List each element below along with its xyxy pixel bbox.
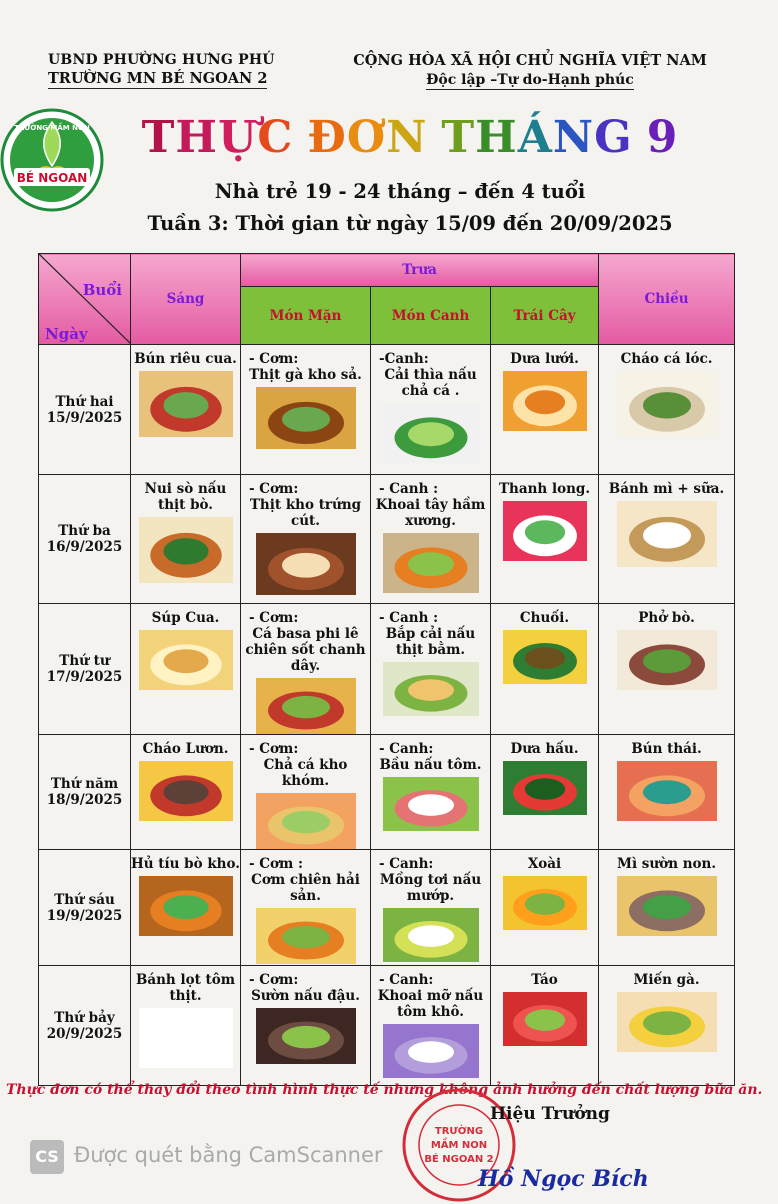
fruit-cell [491,604,599,735]
afternoon-cell [599,475,735,604]
afternoon-photo [617,501,717,567]
page-title [110,112,710,163]
breakfast-text: Hủ tíu bò kho. [131,856,240,872]
school-logo-icon [0,108,104,212]
breakfast-text: Nui sò nấu thịt bò. [144,481,227,513]
afternoon-cell [599,966,735,1086]
stamp-line2: MẦM NON [430,1140,488,1151]
afternoon-cell [599,345,735,475]
main-dish-text: Cá basa phi lê chiên sốt chanh dây. [245,626,366,674]
breakfast-text: Súp Cua. [151,610,220,626]
main-dish-cell [241,604,371,735]
afternoon-photo [617,876,717,936]
soup-label: - Canh : [379,481,439,497]
scanner-watermark: Được quét bằng CamScanner [74,1143,383,1167]
breakfast-cell [131,735,241,850]
fruit-photo [503,876,587,930]
header-mon-canh: Món Canh [371,287,491,345]
title-letter: T [141,112,176,163]
afternoon-photo [617,992,717,1052]
day-name: Thứ sáu [54,891,115,908]
soup-photo [383,403,479,463]
title-letter: H [175,112,218,163]
day-cell [39,735,131,850]
main-dish-photo [256,793,356,849]
day-date: 15/9/2025 [46,409,123,426]
afternoon-cell [599,735,735,850]
fruit-cell [491,850,599,966]
stamp-line1: TRƯỜNG [434,1126,484,1137]
soup-cell [371,735,491,850]
table-row [39,735,735,850]
afternoon-text: Phở bò. [638,610,695,626]
day-date: 19/9/2025 [46,907,123,924]
title-letter: N [552,112,595,163]
day-name: Thứ hai [55,393,114,410]
logo-main-text: BÉ NGOAN [16,171,88,185]
main-dish-label: - Cơm: [249,351,299,367]
soup-label: - Canh: [379,972,434,988]
soup-photo [383,777,479,831]
soup-photo [383,533,479,593]
soup-label: -Canh: [379,351,429,367]
main-dish-text: Thịt kho trứng cút. [249,497,362,529]
title-letter: T [441,112,476,163]
soup-text: Cải thìa nấu chả cá . [384,367,477,399]
fruit-text: Chuối. [519,610,570,626]
breakfast-photo [139,761,233,821]
fruit-photo [503,630,587,684]
afternoon-photo [617,371,717,437]
fruit-cell [491,475,599,604]
main-dish-cell [241,735,371,850]
table-row [39,604,735,735]
breakfast-text: Bánh lọt tôm thịt. [135,972,236,1004]
afternoon-text: Bún thái. [631,741,702,757]
main-dish-cell [241,345,371,475]
header-trua: Trưa [241,254,599,287]
fruit-photo [503,371,587,431]
main-dish-label: - Cơm: [249,481,299,497]
soup-photo [383,1024,479,1078]
stamp-line3: BÉ NGOAN 2 [424,1154,494,1165]
title-letter: H [475,112,518,163]
soup-photo [383,908,479,962]
title-letter: Đ [307,112,347,163]
fruit-text: Dưa lưới. [510,351,579,367]
main-dish-text: Chả cá kho khóm. [263,757,348,789]
afternoon-cell [599,604,735,735]
breakfast-cell [131,966,241,1086]
main-dish-cell [241,475,371,604]
day-date: 17/9/2025 [46,669,123,685]
table-row [39,966,735,1086]
menu-table [38,253,735,1086]
day-name: Thứ bảy [54,1009,115,1026]
soup-cell [371,966,491,1086]
soup-photo [383,662,479,716]
title-letter: G [594,112,633,163]
soup-label: - Canh: [379,741,434,757]
afternoon-text: Cháo cá lóc. [620,351,713,367]
day-cell [39,475,131,604]
header-trai-cay: Trái Cây [491,287,599,345]
main-dish-text: Thịt gà kho sả. [249,367,362,383]
breakfast-cell [131,345,241,475]
main-dish-photo [256,1008,356,1064]
table-row [39,850,735,966]
principal-name: Hồ Ngọc Bích [478,1166,649,1192]
main-dish-label: - Cơm : [249,856,304,872]
main-dish-text: Sườn nấu đậu. [251,988,360,1004]
soup-text: Bầu nấu tôm. [379,757,482,773]
main-dish-photo [256,387,356,449]
soup-cell [371,345,491,475]
fruit-text: Dưa hấu. [510,741,579,757]
soup-text: Bắp cải nấu thịt bằm. [385,626,476,658]
breakfast-text: Bún riêu cua. [134,351,237,367]
fruit-text: Thanh long. [499,481,591,497]
table-row [39,475,735,604]
table-row [39,345,735,475]
main-dish-photo [256,533,356,595]
day-date: 20/9/2025 [46,1025,123,1042]
afternoon-text: Mì sườn non. [617,856,717,872]
header-ngay: Ngày [45,325,88,343]
main-dish-photo [256,678,356,734]
header-mon-man: Món Mặn [241,287,371,345]
day-date: 18/9/2025 [46,792,123,808]
afternoon-text: Miến gà. [633,972,700,988]
corner-header [39,254,131,345]
soup-label: - Canh : [379,610,439,626]
nation-line2: Độc lập –Tự do-Hạnh phúc [426,72,634,88]
org-line2: TRƯỜNG MN BÉ NGOAN 2 [48,70,268,87]
subtitle-age: Nhà trẻ 19 - 24 tháng – đến 4 tuổi [214,180,586,203]
breakfast-text: Cháo Lươn. [142,741,229,757]
nation-line1: CỘNG HÒA XÃ HỘI CHỦ NGHĨA VIỆT NAM [353,52,707,69]
breakfast-photo [139,517,233,583]
header-sang: Sáng [131,254,241,345]
soup-cell [371,475,491,604]
main-dish-cell [241,966,371,1086]
title-letter: N [386,112,428,163]
breakfast-cell [131,850,241,966]
fruit-photo [503,501,587,561]
main-dish-photo [256,908,356,964]
soup-cell [371,850,491,966]
title-letter: Ự [218,112,258,163]
main-dish-label: - Cơm: [249,972,299,988]
title-letter: 9 [646,112,679,163]
day-cell [39,345,131,475]
breakfast-photo [139,1008,233,1068]
fruit-photo [503,992,587,1046]
main-dish-label: - Cơm: [249,741,299,757]
afternoon-photo [617,630,717,690]
afternoon-text: Bánh mì + sữa. [608,481,725,497]
breakfast-photo [139,876,233,936]
day-name: Thứ ba [58,523,111,539]
day-name: Thứ năm [50,776,119,792]
soup-label: - Canh: [379,856,434,872]
breakfast-cell [131,475,241,604]
soup-text: Khoai mỡ nấu tôm khô. [377,988,484,1020]
breakfast-photo [139,630,233,690]
main-dish-cell [241,850,371,966]
fruit-text: Táo [531,972,558,988]
breakfast-cell [131,604,241,735]
header-buoi: Buổi [82,281,122,299]
fruit-photo [503,761,587,815]
footer-note: Thực đơn có thể thay đổi theo tình hình thực tế nhưng không ảnh hưởng đến chất lượng bữa ăn. [6,1082,763,1098]
fruit-cell [491,345,599,475]
org-header [48,52,298,89]
main-dish-text: Cơm chiên hải sản. [251,872,360,904]
camscanner-logo-icon: CS [30,1140,64,1174]
main-dish-label: - Cơm: [249,610,299,626]
soup-text: Khoai tây hầm xương. [375,497,486,529]
afternoon-cell [599,850,735,966]
day-cell [39,604,131,735]
afternoon-photo [617,761,717,821]
subtitle-week: Tuần 3: Thời gian từ ngày 15/09 đến 20/09/2025 [147,212,673,235]
fruit-cell [491,735,599,850]
title-letter: C [257,112,294,163]
soup-text: Mồng tơi nấu mướp. [379,872,482,904]
fruit-text: Xoài [527,856,562,872]
header-chieu: Chiều [599,254,735,345]
fruit-cell [491,966,599,1086]
day-date: 16/9/2025 [46,539,123,555]
title-letter: Á [517,112,553,163]
soup-cell [371,604,491,735]
logo-top-text: TRƯỜNG MẦM NON [14,124,90,132]
org-line1: UBND PHƯỜNG HƯNG PHÚ [48,52,275,68]
nation-header [340,52,720,90]
principal-title: Hiệu Trưởng [490,1104,610,1124]
breakfast-photo [139,371,233,437]
day-name: Thứ tư [59,653,110,669]
title-letter: Ơ [346,112,387,163]
day-cell [39,850,131,966]
day-cell [39,966,131,1086]
